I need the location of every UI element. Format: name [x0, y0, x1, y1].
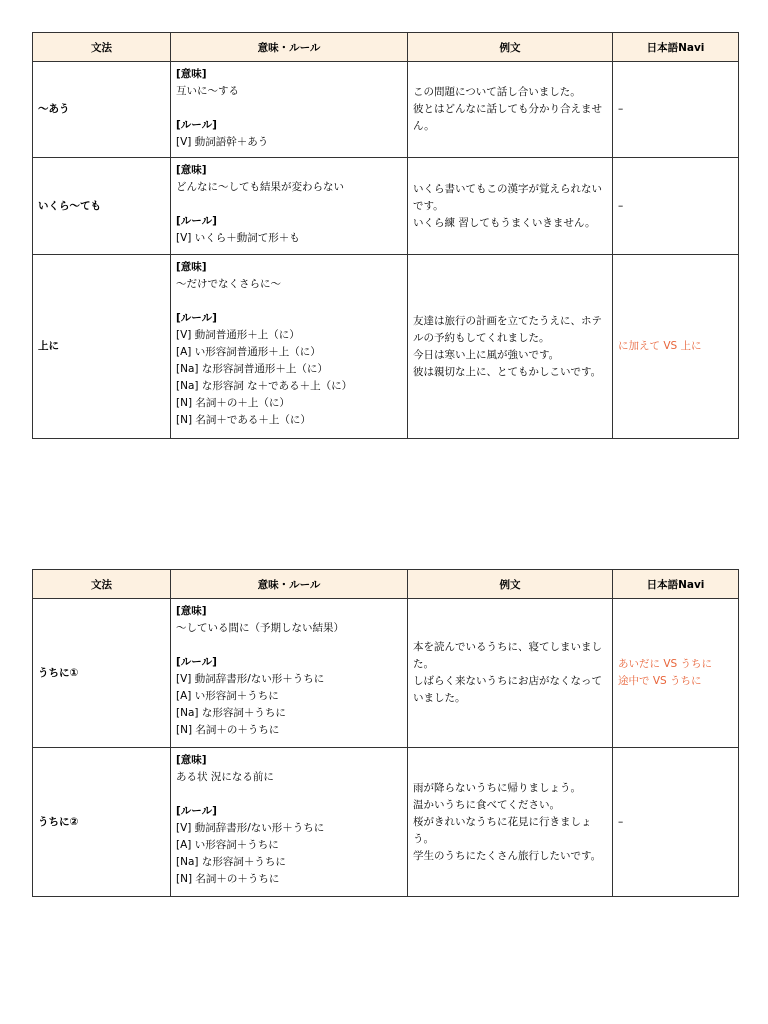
example-cell: [408, 255, 613, 439]
header-navi: 日本語Navi: [613, 570, 739, 599]
rule-text: [A] い形容詞＋うちに: [176, 839, 279, 851]
navi-cell: –: [613, 158, 739, 255]
meaning-heading: [意味]: [176, 754, 207, 766]
rule-text: [Na] な形容詞普通形＋上（に）: [176, 363, 328, 375]
example-sentence: 桜がきれいなうちに花見に行きましょう。: [413, 815, 592, 845]
rule-heading: [ルール]: [176, 119, 217, 131]
example-sentence: この問題について話し合いました。: [413, 86, 581, 98]
grammar-table-1: [32, 32, 739, 439]
example-sentence: いくら書いてもこの漢字が覚えられないです。: [413, 182, 602, 212]
rule-text: [V] 動詞辞書形/ない形＋うちに: [176, 822, 325, 834]
meaning-text: どんなに～しても結果が変わらない: [176, 181, 344, 193]
rule-text: [N] 名詞＋の＋うちに: [176, 724, 280, 736]
example-sentence: 雨が降らないうちに帰りましょう。: [413, 781, 581, 794]
meaning-heading: [意味]: [176, 261, 207, 273]
meaning-rule-cell: [171, 255, 408, 439]
rule-text: [V] 動詞辞書形/ない形＋うちに: [176, 673, 325, 685]
meaning-heading: [意味]: [176, 164, 207, 176]
header-navi: 日本語Navi: [613, 33, 739, 62]
rule-text: [N] 名詞＋の＋うちに: [176, 873, 280, 885]
rule-text: [V] 動詞普通形＋上（に）: [176, 329, 300, 341]
rule-text: [Na] な形容詞 な＋である＋上（に）: [176, 380, 353, 392]
rule-heading: [ルール]: [176, 656, 217, 668]
example-cell: [408, 158, 613, 255]
navi-link[interactable]: あいだに VS うちに: [618, 658, 713, 670]
grammar-term: うちに①: [33, 599, 171, 748]
example-sentence: しばらく来ないうちにお店がなくなっていました。: [413, 675, 602, 704]
example-sentence: 今日は寒い上に風が強いです。: [413, 348, 560, 361]
example-sentence: 彼は親切な上に、とてもかしこいです。: [413, 365, 602, 378]
grammar-term: ～あう: [33, 62, 171, 158]
navi-cell: –: [613, 62, 739, 158]
header-grammar: 文法: [33, 570, 171, 599]
header-example: 例文: [408, 570, 613, 599]
grammar-term: うちに②: [33, 748, 171, 897]
navi-link[interactable]: に加えて VS 上に: [613, 255, 739, 439]
meaning-text: 互いに～する: [176, 85, 239, 97]
example-sentence: 友達は旅行の計画を立てたうえに、ホテルの予約もしてくれました。: [413, 314, 602, 344]
header-meaning: 意味・ルール: [171, 570, 408, 599]
example-sentence: いくら練 習してもうまくいきません。: [413, 216, 596, 229]
grammar-term: 上に: [33, 255, 171, 439]
navi-cell: [613, 599, 739, 748]
meaning-rule-cell: [171, 599, 408, 748]
rule-text: [Na] な形容詞＋うちに: [176, 707, 286, 719]
table-row: [33, 62, 739, 158]
example-cell: [408, 748, 613, 897]
example-sentence: 学生のうちにたくさん旅行したいです。: [413, 849, 602, 862]
meaning-text: ～している間に（予期しない結果）: [176, 622, 344, 634]
example-sentence: 彼とはどんなに話しても分かり合えません。: [413, 103, 602, 132]
rule-text: [A] い形容詞＋うちに: [176, 690, 279, 702]
rule-text: [A] い形容詞普通形＋上（に）: [176, 346, 321, 358]
navi-cell: –: [613, 748, 739, 897]
meaning-rule-cell: [171, 62, 408, 158]
table-row: [33, 599, 739, 748]
rule-text: [V] いくら＋動詞て形＋も: [176, 232, 300, 244]
rule-text: [N] 名詞＋である＋上（に）: [176, 414, 311, 426]
grammar-table-2: [32, 569, 739, 897]
meaning-text: ～だけでなくさらに～: [176, 278, 281, 290]
table-row: [33, 255, 739, 439]
navi-link[interactable]: 途中で VS うちに: [618, 675, 702, 687]
header-example: 例文: [408, 33, 613, 62]
meaning-text: ある状 況になる前に: [176, 771, 274, 783]
example-cell: [408, 599, 613, 748]
rule-text: [N] 名詞＋の＋上（に）: [176, 397, 290, 409]
header-row: [33, 570, 739, 599]
header-row: [33, 33, 739, 62]
meaning-heading: [意味]: [176, 605, 207, 617]
grammar-term: いくら～ても: [33, 158, 171, 255]
meaning-heading: [意味]: [176, 68, 207, 80]
example-cell: [408, 62, 613, 158]
rule-heading: [ルール]: [176, 805, 217, 817]
header-grammar: 文法: [33, 33, 171, 62]
table-row: [33, 158, 739, 255]
meaning-rule-cell: [171, 748, 408, 897]
rule-heading: [ルール]: [176, 215, 217, 227]
rule-heading: [ルール]: [176, 312, 217, 324]
rule-text: [V] 動詞語幹＋あう: [176, 136, 269, 148]
rule-text: [Na] な形容詞＋うちに: [176, 856, 286, 868]
table-row: [33, 748, 739, 897]
example-sentence: 本を読んでいるうちに、寝てしまいました。: [413, 641, 602, 670]
header-meaning: 意味・ルール: [171, 33, 408, 62]
example-sentence: 温かいうちに食べてください。: [413, 798, 560, 811]
meaning-rule-cell: [171, 158, 408, 255]
